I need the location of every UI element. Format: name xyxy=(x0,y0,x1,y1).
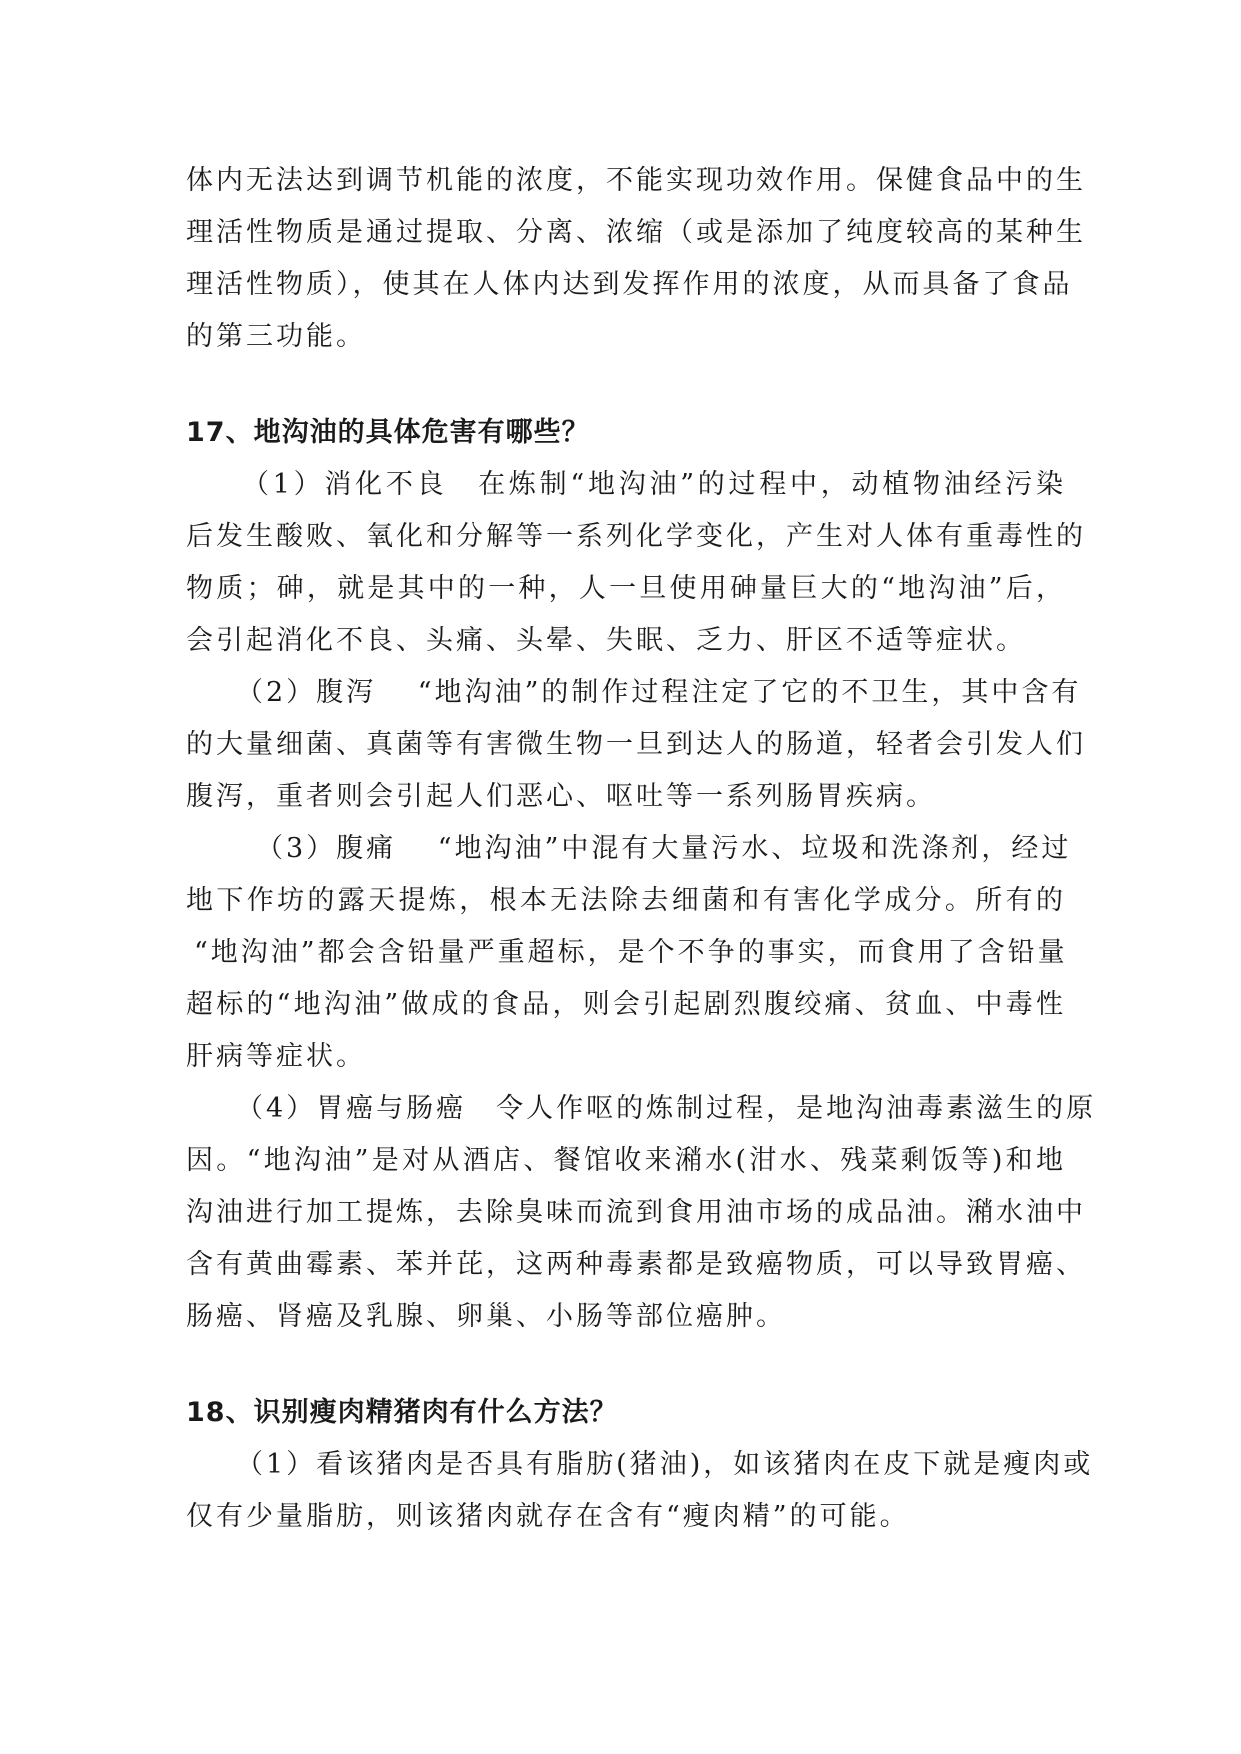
text-line: “地沟油”都会含铅量严重超标，是个不争的事实，而食用了含铅量 xyxy=(194,937,1068,968)
text-line: 的第三功能。 xyxy=(186,321,366,352)
text-line: 会引起消化不良、头痛、头晕、失眠、乏力、肝区不适等症状。 xyxy=(186,625,1026,656)
text-line: 腹泻，重者则会引起人们恶心、呕吐等一系列肠胃疾病。 xyxy=(186,781,936,812)
text-line: （1）看该猪肉是否具有脂肪(猪油)，如该猪肉在皮下就是瘦肉或 xyxy=(236,1449,1094,1480)
question-17-heading: 17、地沟油的具体危害有哪些？ xyxy=(186,417,590,448)
text-line: 理活性物质是通过提取、分离、浓缩（或是添加了纯度较高的某种生 xyxy=(186,217,1086,248)
text-line: （4）胃癌与肠癌 令人作呕的炼制过程，是地沟油毒素滋生的原 xyxy=(236,1093,1097,1124)
text-line: 沟油进行加工提炼，去除臭味而流到食用油市场的成品油。潲水油中 xyxy=(186,1197,1086,1228)
text-line: 地下作坊的露天提炼，根本无法除去细菌和有害化学成分。所有的 xyxy=(186,885,1066,916)
text-line: （3）腹痛 “地沟油”中混有大量污水、垃圾和洗涤剂，经过 xyxy=(256,833,1072,864)
text-line: 仅有少量脂肪，则该猪肉就存在含有“瘦肉精”的可能。 xyxy=(186,1501,910,1532)
text-line: （1）消化不良 在炼制“地沟油”的过程中，动植物油经污染 xyxy=(242,469,1066,500)
intro-paragraph xyxy=(186,155,1086,363)
text-line: 超标的“地沟油”做成的食品，则会引起剧烈腹绞痛、贫血、中毒性 xyxy=(186,989,1066,1020)
q17-paragraph-2 xyxy=(186,667,1086,823)
question-18-heading: 18、识别瘦肉精猪肉有什么方法？ xyxy=(186,1397,618,1428)
text-line: 体内无法达到调节机能的浓度，不能实现功效作用。保健食品中的生 xyxy=(186,165,1086,196)
q17-paragraph-4 xyxy=(186,1083,1097,1343)
q17-paragraph-1 xyxy=(186,459,1086,667)
q17-paragraph-3 xyxy=(186,823,1072,1083)
text-line: 肝病等症状。 xyxy=(186,1041,366,1072)
text-line: 的大量细菌、真菌等有害微生物一旦到达人的肠道，轻者会引发人们 xyxy=(186,729,1086,760)
text-line: 后发生酸败、氧化和分解等一系列化学变化，产生对人体有重毒性的 xyxy=(186,521,1086,552)
q18-paragraph-1 xyxy=(186,1439,1094,1543)
text-line: 肠癌、肾癌及乳腺、卵巢、小肠等部位癌肿。 xyxy=(186,1301,786,1332)
text-line: 因。“地沟油”是对从酒店、餐馆收来潲水(泔水、残菜剩饭等)和地 xyxy=(186,1145,1066,1176)
text-line: （2）腹泻 “地沟油”的制作过程注定了它的不卫生，其中含有 xyxy=(236,677,1082,708)
text-line: 含有黄曲霉素、苯并芘，这两种毒素都是致癌物质，可以导致胃癌、 xyxy=(186,1249,1086,1280)
document-page xyxy=(186,155,1097,1543)
text-line: 理活性物质），使其在人体内达到发挥作用的浓度，从而具备了食品 xyxy=(186,269,1073,300)
text-line: 物质；砷，就是其中的一种，人一旦使用砷量巨大的“地沟油”后， xyxy=(186,573,1066,604)
